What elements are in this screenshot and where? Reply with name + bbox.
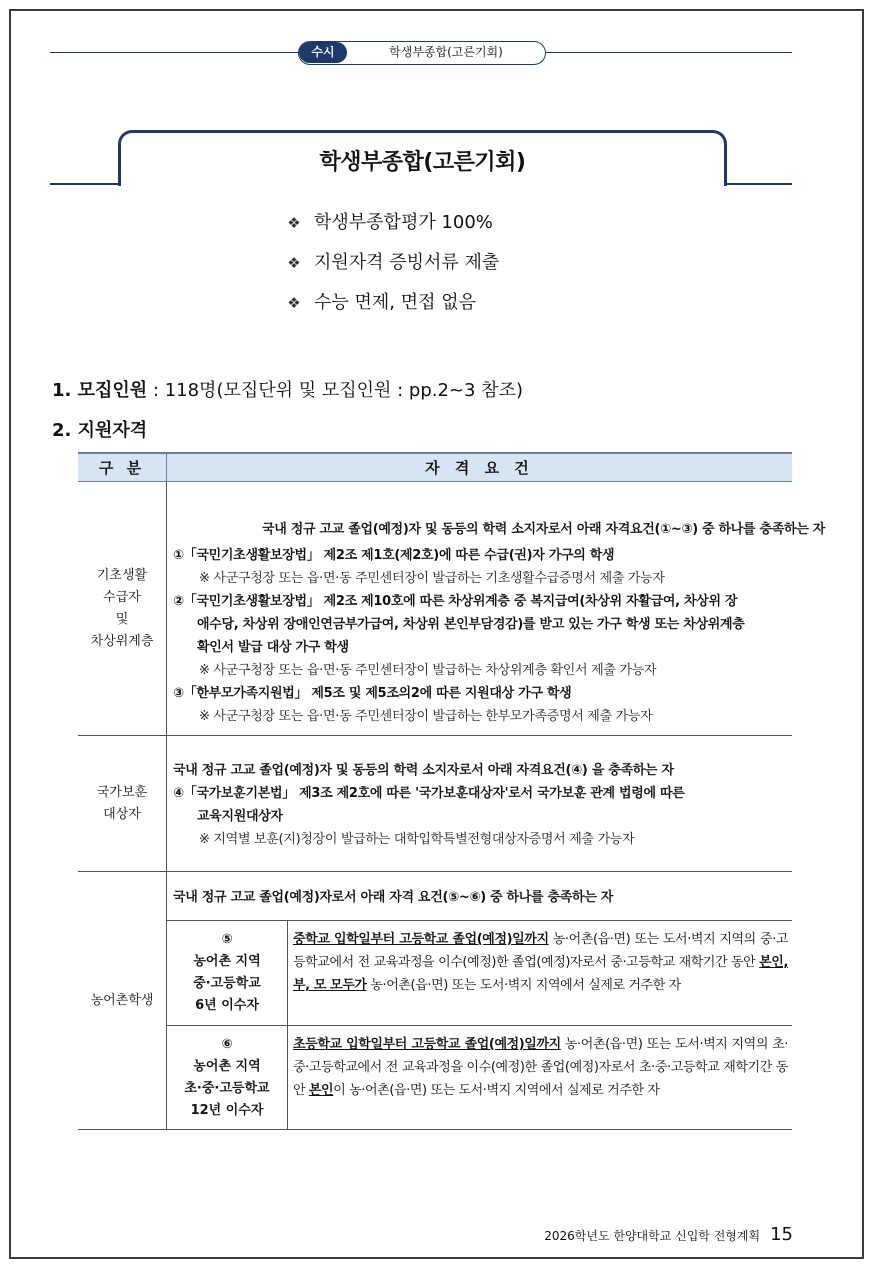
footer-text: 2026학년도 한양대학교 신입학 전형계획 — [544, 1229, 761, 1243]
title-rule-right — [724, 183, 792, 185]
section-recruitment: 1. 모집인원 : 118명(모집단위 및 모집인원 : pp.2~3 참조) — [52, 380, 523, 401]
row-lead: 국내 정규 고교 졸업(예정)자로서 아래 자격 요건(⑤~⑥) 중 하나를 충족하는 자 — [173, 890, 614, 905]
header-requirements: 자 격 요 건 — [425, 459, 534, 477]
section-pill — [298, 41, 546, 65]
eligibility-table — [78, 452, 826, 1130]
title-rule-left — [50, 183, 120, 185]
section-eligibility: 2. 지원자격 — [52, 420, 148, 441]
page-footer — [544, 1224, 793, 1245]
pill-label: 학생부종합(고른기회) — [389, 45, 503, 59]
subrow-label: ⑤ 농어촌 지역 중·고등학교 6년 이수자 — [193, 932, 261, 1013]
pill-tag: 수시 — [299, 42, 347, 63]
page-number: 15 — [770, 1224, 793, 1245]
subtable-row — [167, 1026, 792, 1130]
table-header — [78, 452, 792, 482]
subtable-row — [167, 921, 792, 1026]
table-row — [78, 736, 792, 872]
header-category: 구 분 — [98, 459, 146, 477]
row-requirements: 국내 정규 고교 졸업(예정)자 및 동등의 학력 소지자로서 아래 자격요건(④) 을 충족하는 자 ④「국가보훈기본법」 제3조 제2호에 따른 '국가보훈대상자'로서 국가보훈 관계 법령에 따른 교육지원대상자 ※ 지역별 보훈(지)청장이 발급하는 대학입학특별전형대상자증명서 제출 가능자 — [173, 763, 685, 847]
diamond-icon: ❖ — [287, 254, 301, 272]
bullet-item: ❖ 수능 면제, 면접 없음 — [286, 283, 499, 323]
title-box — [118, 130, 727, 186]
row-category: 농어촌학생 — [90, 992, 154, 1008]
page-title: 학생부종합(고른기회) — [319, 150, 526, 175]
bullet-item: ❖ 학생부종합평가 100% — [286, 203, 499, 243]
diamond-icon: ❖ — [287, 214, 301, 232]
row-category: 기초생활 수급자 및 차상위계층 — [90, 567, 154, 649]
row-category: 국가보훈 대상자 — [96, 784, 148, 822]
subrow-text: 초등학교 입학일부터 고등학교 졸업(예정)일까지 농·어촌(읍·면) 또는 도서·벽지 지역의 초·중·고등학교에서 전 교육과정을 이수(예정)한 졸업(예정)자로서 초·중·고등학교 재학기간 동안 본인이 농·어촌(읍·면) 또는 도서·벽지 지역에서 실제로 거주한 자 — [293, 1037, 789, 1098]
bullet-item: ❖ 지원자격 증빙서류 제출 — [286, 243, 499, 283]
row-items: ①「국민기초생활보장법」 제2조 제1호(제2호)에 따른 수급(권)자 가구의 학생 ※ 사군구청장 또는 읍·면·동 주민센터장이 발급하는 기초생활수급증명서 제출 가능자 ②「국민기초생활보장법」 제2조 제10호에 따른 차상위계층 중 복지급여(차상위 자활급여, 차상위 장 애수당, 차상위 장애인연금부가급여, 차상위 본인부담경감)를 받고 있는 가구 학생 또는 차상위계층 확인서 발급 대상 가구 학생 ※ 사군구청장 또는 읍·면·동 주민센터장이 발급하는 차상위계층 확인서 제출 가능자 ③「한부모가족지원법」 제5조 및 제5조의2에 따른 지원대상 가구 학생 ※ 사군구청장 또는 읍·면·동 주민센터장이 발급하는 한부모가족증명서 제출 가능자 — [173, 548, 745, 724]
table-row — [78, 872, 792, 1130]
subrow-text: 중학교 입학일부터 고등학교 졸업(예정)일까지 농·어촌(읍·면) 또는 도서·벽지 지역의 중·고등학교에서 전 교육과정을 이수(예정)한 졸업(예정)자로서 중·고등학교 재학기간 동안 본인, 부, 모 모두가 농·어촌(읍·면) 또는 도서·벽지 지역에서 실제로 거주한 자 — [293, 932, 789, 993]
row-requirements: 국내 정규 고교 졸업(예정)자 및 동등의 학력 소지자로서 아래 자격요건(①~③) 중 하나를 충족하는 자 — [262, 522, 826, 537]
subrow-label: ⑥ 농어촌 지역 초·중·고등학교 12년 이수자 — [184, 1037, 270, 1118]
rural-subtable — [167, 920, 792, 1129]
summary-bullets — [286, 203, 499, 323]
table-row — [78, 482, 826, 736]
diamond-icon: ❖ — [287, 294, 301, 312]
